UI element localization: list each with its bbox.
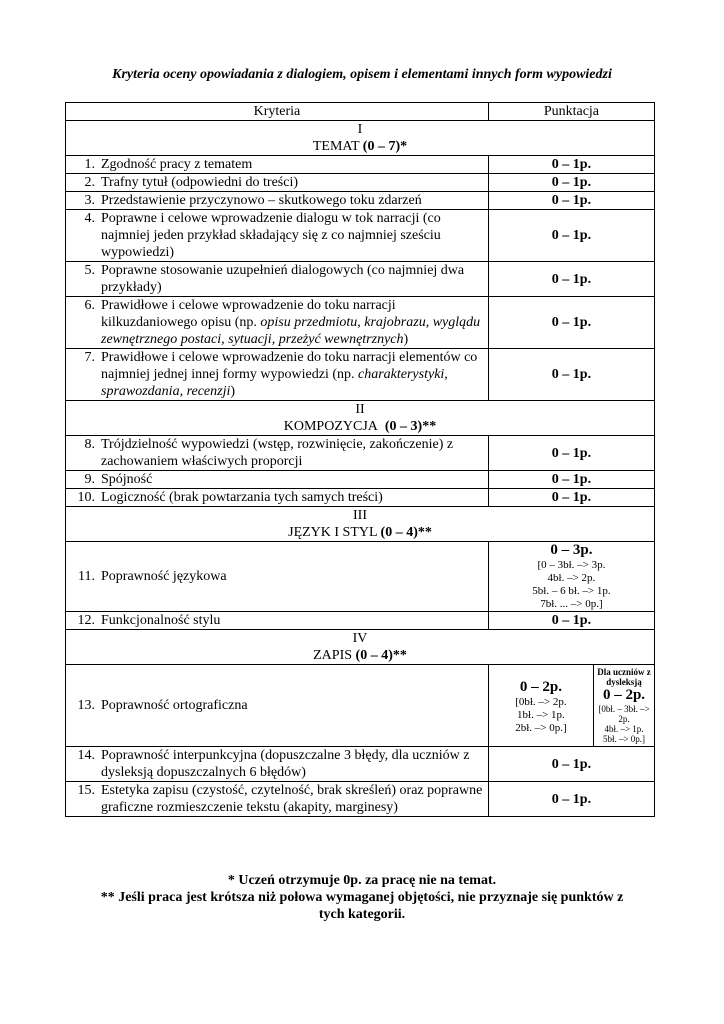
item-number: 1. [84,157,95,172]
item-number: 8. [84,437,95,452]
item-number: 13. [77,698,95,713]
error-scale: [0 – 3bł. –> 3p. 4bł. –> 2p. 5bł. – 6 bł. –> 1p. 7bł. ... –> 0p.] [532,559,611,610]
item-points [488,665,654,747]
header-criteria: Kryteria [66,103,489,121]
section-row-jezyk-i-styl [66,507,655,542]
table-row [66,192,655,210]
item-text: Funkcjonalność stylu [101,613,221,628]
item-text: Trafny tytuł (odpowiedni do treści) [101,175,299,190]
item-number: 5. [84,263,95,278]
item-text: Poprawne i celowe wprowadzenie dialogu w tok narracji (co najmniej jeden przykład składający się z co najmniej sześciu wypowiedzi) [101,211,441,260]
table-row [66,747,655,782]
section-title: TEMAT (0 – 7)* [312,139,408,154]
item-points: 0 – 1p. [488,612,654,630]
item-points [488,542,654,612]
table-row [66,210,655,262]
item-points: 0 – 1p. [488,489,654,507]
item-text: Przedstawienie przyczynowo – skutkowego toku zdarzeń [101,193,422,208]
item-text: Prawidłowe i celowe wprowadzenie do toku narracji kilkuzdaniowego opisu (np. opisu przedmiotu, krajobrazu, wyglądu zewnętrznego postaci, sytuacji, przeżyć wewnętrznych) [101,298,481,347]
item-points: 0 – 1p. [488,297,654,349]
item-number: 12. [77,613,95,628]
table-row [66,174,655,192]
item-number: 6. [84,298,95,313]
table-header-row [66,103,655,121]
item-number: 3. [84,193,95,208]
error-scale: [0bł. –> 2p. 1bł. –> 1p. 2bł. –> 0p.] [515,696,567,734]
header-points: Punktacja [488,103,654,121]
item-points: 0 – 1p. [488,471,654,489]
table-row [66,156,655,174]
item-text: Poprawność ortograficzna [101,698,248,713]
criteria-table [65,102,655,817]
item-points: 0 – 1p. [488,156,654,174]
item-text: Poprawność językowa [101,569,227,584]
item-number: 7. [84,350,95,365]
item-points: 0 – 1p. [488,210,654,262]
points-range: 0 – 2p. [519,679,562,695]
table-row [66,489,655,507]
section-title: ZAPIS (0 – 4)** [313,648,407,663]
points-dyslexia [594,665,654,746]
footnotes [0,872,724,923]
section-heading [66,121,655,156]
item-number: 10. [77,490,95,505]
table-row [66,612,655,630]
section-title: KOMPOZYCJA (0 – 3)** [283,419,437,434]
section-roman: II [355,402,365,417]
item-text: Prawidłowe i celowe wprowadzenie do toku narracji elementów co najmniej jednej innej formy wypowiedzi (np. charakterystyki, sprawozdania, recenzji) [101,350,478,399]
item-text: Logiczność (brak powtarzania tych samych treści) [101,490,383,505]
item-number: 14. [77,748,95,763]
dyslexia-points-range: 0 – 2p. [602,687,646,703]
item-points: 0 – 1p. [488,262,654,297]
table-row [66,297,655,349]
item-points: 0 – 1p. [488,782,654,817]
item-number: 2. [84,175,95,190]
item-points: 0 – 1p. [488,349,654,401]
item-number: 15. [77,783,95,798]
section-roman: I [357,122,363,137]
section-heading [66,630,655,665]
item-points: 0 – 1p. [488,436,654,471]
table-row [66,782,655,817]
item-points: 0 – 1p. [488,174,654,192]
section-heading [66,507,655,542]
section-row-zapis [66,630,655,665]
document-title: Kryteria oceny opowiadania z dialogiem, opisem i elementami innych form wypowiedzi [112,67,612,82]
item-number: 9. [84,472,95,487]
points-range: 0 – 3p. [550,542,593,558]
table-row [66,542,655,612]
item-text: Poprawne stosowanie uzupełnień dialogowych (co najmniej dwa przykłady) [101,263,465,295]
dyslexia-error-scale: [0bł. – 3bł. –> 2p. 4bł. –> 1p. 5bł. –> 0p.] [598,704,650,744]
table-row [66,665,655,747]
item-points: 0 – 1p. [488,747,654,782]
item-text: Zgodność pracy z tematem [101,157,253,172]
table-row [66,349,655,401]
item-points: 0 – 1p. [488,192,654,210]
points-standard [489,665,594,746]
section-roman: III [353,508,367,523]
section-roman: IV [352,631,368,646]
footnote-off-topic: * Uczeń otrzymuje 0p. za pracę nie na temat. [227,873,497,888]
table-row [66,471,655,489]
section-heading [66,401,655,436]
item-text: Trójdzielność wypowiedzi (wstęp, rozwinięcie, zakończenie) z zachowaniem właściwych proporcji [101,437,454,469]
section-row-temat [66,121,655,156]
item-text: Poprawność interpunkcyjna (dopuszczalne 3 błędy, dla uczniów z dysleksją dopuszczalnych 6 błędów) [101,748,470,780]
item-number: 11. [78,569,95,584]
section-row-kompozycja [66,401,655,436]
item-text: Estetyka zapisu (czystość, czytelność, brak skreśleń) oraz poprawne graficzne rozmieszczenie tekstu (akapity, marginesy) [101,783,483,815]
table-row [66,262,655,297]
item-text: Spójność [101,472,153,487]
footnote-length: ** Jeśli praca jest krótsza niż połowa wymaganej objętości, nie przyznaje się punktów z tych kategorii. [100,890,624,922]
table-row [66,436,655,471]
dyslexia-label: Dla uczniów z dysleksją [597,667,651,687]
item-number: 4. [84,211,95,226]
section-title: JĘZYK I STYL (0 – 4)** [288,525,432,540]
